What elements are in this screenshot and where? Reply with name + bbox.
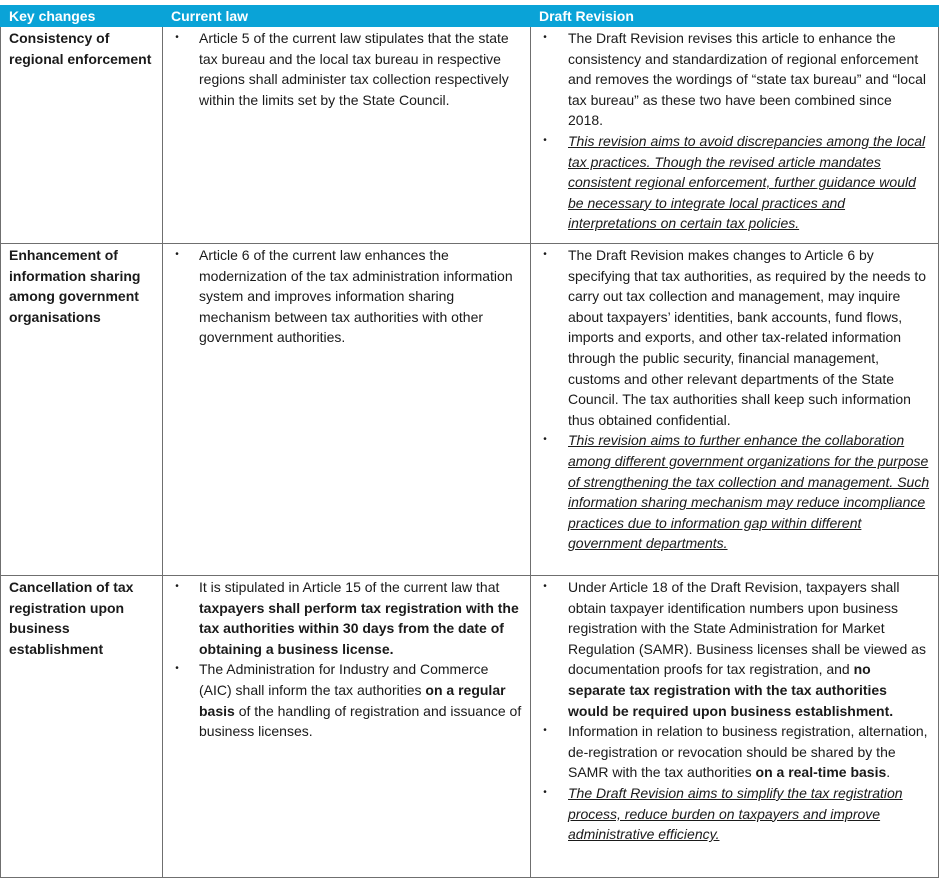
bullet-icon: •	[175, 32, 179, 43]
bold-text: on a regular basis	[199, 681, 506, 719]
bullet-text: Information in relation to business registration, alternation, de-registration or revocation should be shared by the SAMR with the tax authorities	[568, 723, 928, 781]
bullet-icon: •	[543, 32, 547, 43]
bullet-text: The Administration for Industry and Commerce (AIC) shall inform the tax authorities	[199, 661, 489, 698]
bullet-item	[539, 28, 930, 131]
table-header-row	[1, 6, 939, 27]
bullet-item	[539, 721, 930, 783]
bullet-item	[171, 577, 522, 659]
bullet-icon: •	[543, 725, 547, 737]
bullet-icon: •	[175, 663, 179, 675]
header-key-changes: Key changes	[1, 6, 163, 27]
draft-revision-cell	[531, 244, 939, 576]
commentary-text: This revision aims to further enhance the collaboration among different government organizations for the purpose of strengthening the tax collection and management. Such information sharing mechanism may reduce incompliance practices due to information gap within different government departments.	[568, 432, 930, 552]
table-row	[1, 576, 939, 878]
current-law-cell	[163, 576, 531, 878]
bold-text: no separate tax registration with the tax authorities would be required upon business establishment.	[568, 661, 894, 719]
bold-text: on a real-time basis	[755, 764, 887, 781]
bullet-text: Under Article 18 of the Draft Revision, taxpayers shall obtain taxpayer identification numbers upon business registration with the State Administration for Market Regulation (SAMR). Business licenses shall be viewed as documentation proofs for tax registration, and	[568, 579, 926, 678]
header-draft-revision: Draft Revision	[531, 6, 939, 27]
draft-revision-cell	[531, 576, 939, 878]
bullet-text: of the handling of registration and issuance of business licenses.	[199, 702, 522, 740]
bullet-text: Article 5 of the current law stipulates that the state tax bureau and the local tax bureau in respective regions shall administer tax collection respectively within the limits set by the State Council.	[199, 30, 509, 108]
bullet-icon: •	[543, 786, 547, 798]
bold-text: taxpayers shall perform tax registration with the tax authorities within 30 days from the date of obtaining a business license.	[199, 599, 519, 657]
bullet-icon: •	[175, 249, 179, 260]
commentary-text: The Draft Revision aims to simplify the tax registration process, reduce burden on taxpayers and improve administrative efficiency.	[568, 784, 903, 843]
bullet-icon: •	[543, 581, 547, 592]
table-row	[1, 244, 939, 576]
current-law-cell	[163, 244, 531, 576]
key-change-label: Enhancement of information sharing among government organisations	[1, 244, 163, 576]
table-row	[1, 27, 939, 244]
bullet-item	[539, 783, 930, 845]
current-law-cell	[163, 27, 531, 244]
draft-revision-cell	[531, 27, 939, 244]
bullet-text: It is stipulated in Article 15 of the current law that	[199, 579, 500, 595]
bullet-item	[539, 131, 930, 234]
bullet-item	[539, 577, 930, 721]
header-current-law: Current law	[163, 6, 531, 27]
bullet-item	[171, 659, 522, 741]
commentary-text: This revision aims to avoid discrepancies among the local tax practices. Though the revised article mandates consistent regional enforcement, further guidance would be necessary to integrate local practices and interpretations on certain tax policies.	[568, 132, 926, 232]
bullet-icon: •	[175, 581, 179, 592]
key-changes-table	[0, 5, 939, 878]
bullet-icon: •	[543, 134, 547, 146]
key-change-label: Consistency of regional enforcement	[1, 27, 163, 244]
bullet-icon: •	[543, 249, 547, 260]
bullet-item	[171, 28, 522, 110]
bullet-text: The Draft Revision makes changes to Article 6 by specifying that tax authorities, as required by the needs to carry out tax collection and management, may inquire about taxpayers’ identities, bank accounts, fund flows, imports and exports, and other tax-related information through the public security, financial management, customs and other relevant departments of the State Council. The tax authorities shall keep such information thus obtained confidential.	[568, 247, 926, 428]
key-change-label: Cancellation of tax registration upon business establishment	[1, 576, 163, 878]
bullet-icon: •	[543, 434, 547, 446]
bullet-text: Article 6 of the current law enhances the modernization of the tax administration information system and improves information sharing mechanism between tax authorities with other government authorities.	[199, 247, 513, 346]
bullet-item	[171, 245, 522, 348]
bullet-text: The Draft Revision revises this article to enhance the consistency and standardization of regional enforcement and removes the wordings of “state tax bureau” and “local tax bureau” as these two have been combined since 2018.	[568, 30, 926, 129]
bullet-item	[539, 430, 930, 554]
bullet-text: .	[886, 764, 891, 781]
bullet-item	[539, 245, 930, 430]
